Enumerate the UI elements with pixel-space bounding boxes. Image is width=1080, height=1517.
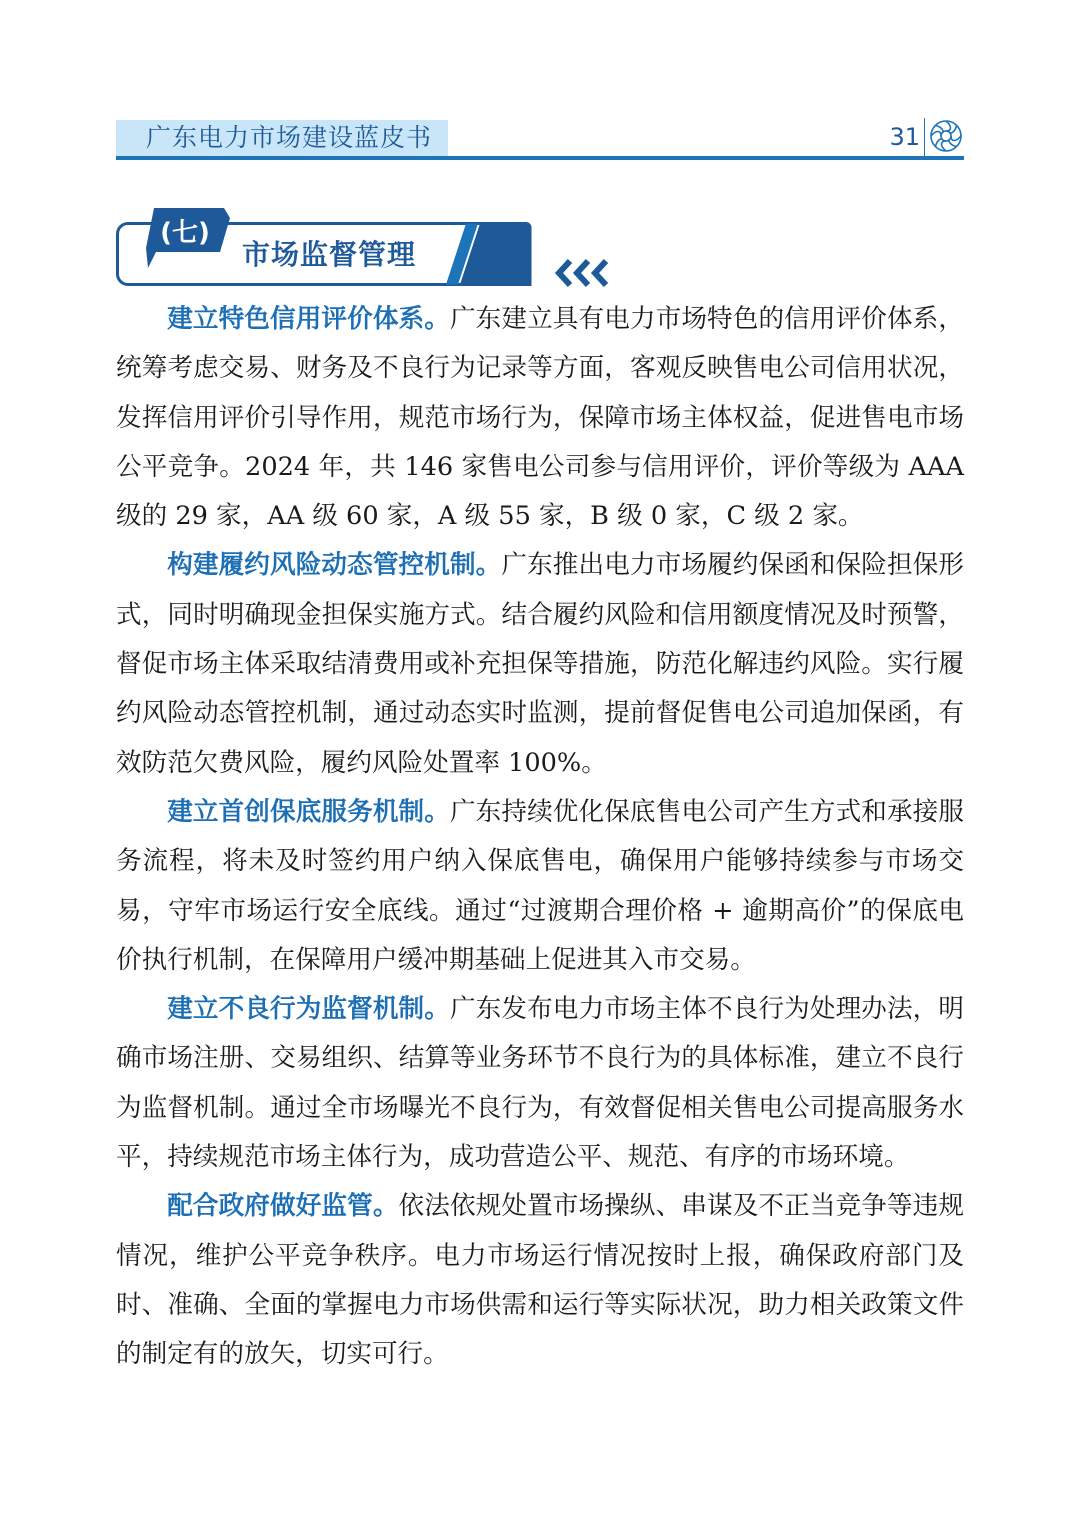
paragraph-lead: 建立首创保底服务机制。 (167, 796, 450, 827)
paragraph-lead: 配合政府做好监管。 (167, 1191, 399, 1222)
paragraph-text: 广东推出电力市场履约保函和保险担保形式，同时明确现金担保实施方式。结合履约风险和信用额度情况及时预警，督促市场主体采取结清费用或补充担保等措施，防范化解违约风险。实行履约风险动态管控机制，通过动态实时监测，提前督促售电公司追加保函，有效防范欠费风险，履约风险处置率 100%。 (116, 550, 964, 778)
paragraph-lead: 建立特色信用评价体系。 (167, 304, 450, 334)
paragraph-text: 广东建立具有电力市场特色的信用评价体系，统筹考虑交易、财务及不良行为记录等方面，客观反映售电公司信用状况，发挥信用评价引导作用，规范市场行为，保障市场主体权益，促进售电市场公平竞争。2024 年，共 146 家售电公司参与信用评价，评价等级为 AAA 级的 29 家，AA 级 60 家，A 级 55 家，B 级 0 家，C 级 2 家。 (116, 304, 964, 532)
body-content (116, 295, 964, 1380)
paragraph-text: 广东持续优化保底售电公司产生方式和承接服务流程，将未及时签约用户纳入保底售电，确保用户能够持续参与市场交易，守牢市场运行安全底线。通过“过渡期合理价格 + 逾期高价”的保底电价执行机制，在保障用户缓冲期基础上促进其入市交易。 (116, 796, 964, 975)
section-title: 市场监督管理 (242, 238, 417, 271)
paragraph-lead: 建立不良行为监督机制。 (167, 994, 450, 1025)
paragraph-misconduct-supervision (116, 985, 964, 1182)
running-header-title: 广东电力市场建设蓝皮书 (146, 123, 433, 152)
paragraph-government-regulation (116, 1182, 964, 1379)
paragraph-credit-evaluation (116, 295, 964, 541)
paragraph-text: 依法依规处置市场操纵、串谋及不正当竞争等违规情况，维护公平竞争秩序。电力市场运行情况按时上报，确保政府部门及时、准确、全面的掌握电力市场供需和运行等实际状况，助力相关政策文件的制定有的放矢，切实可行。 (116, 1191, 964, 1370)
page-number: 31 (889, 123, 920, 151)
section-number: (七) (160, 218, 210, 248)
paragraph-risk-control (116, 541, 964, 787)
spiral-logo-icon (928, 118, 964, 154)
paragraph-text: 广东发布电力市场主体不良行为处理办法，明确市场注册、交易组织、结算等业务环节不良行为的具体标准，建立不良行为监督机制。通过全市场曝光不良行为，有效督促相关售电公司提高服务水平，持续规范市场主体行为，成功营造公平、规范、有序的市场环境。 (116, 994, 964, 1173)
header-separator (924, 118, 925, 156)
paragraph-backstop-service (116, 788, 964, 985)
paragraph-lead: 构建履约风险动态管控机制。 (167, 550, 502, 581)
triple-chevron-left-icon (554, 258, 612, 288)
header-rule (116, 156, 964, 160)
